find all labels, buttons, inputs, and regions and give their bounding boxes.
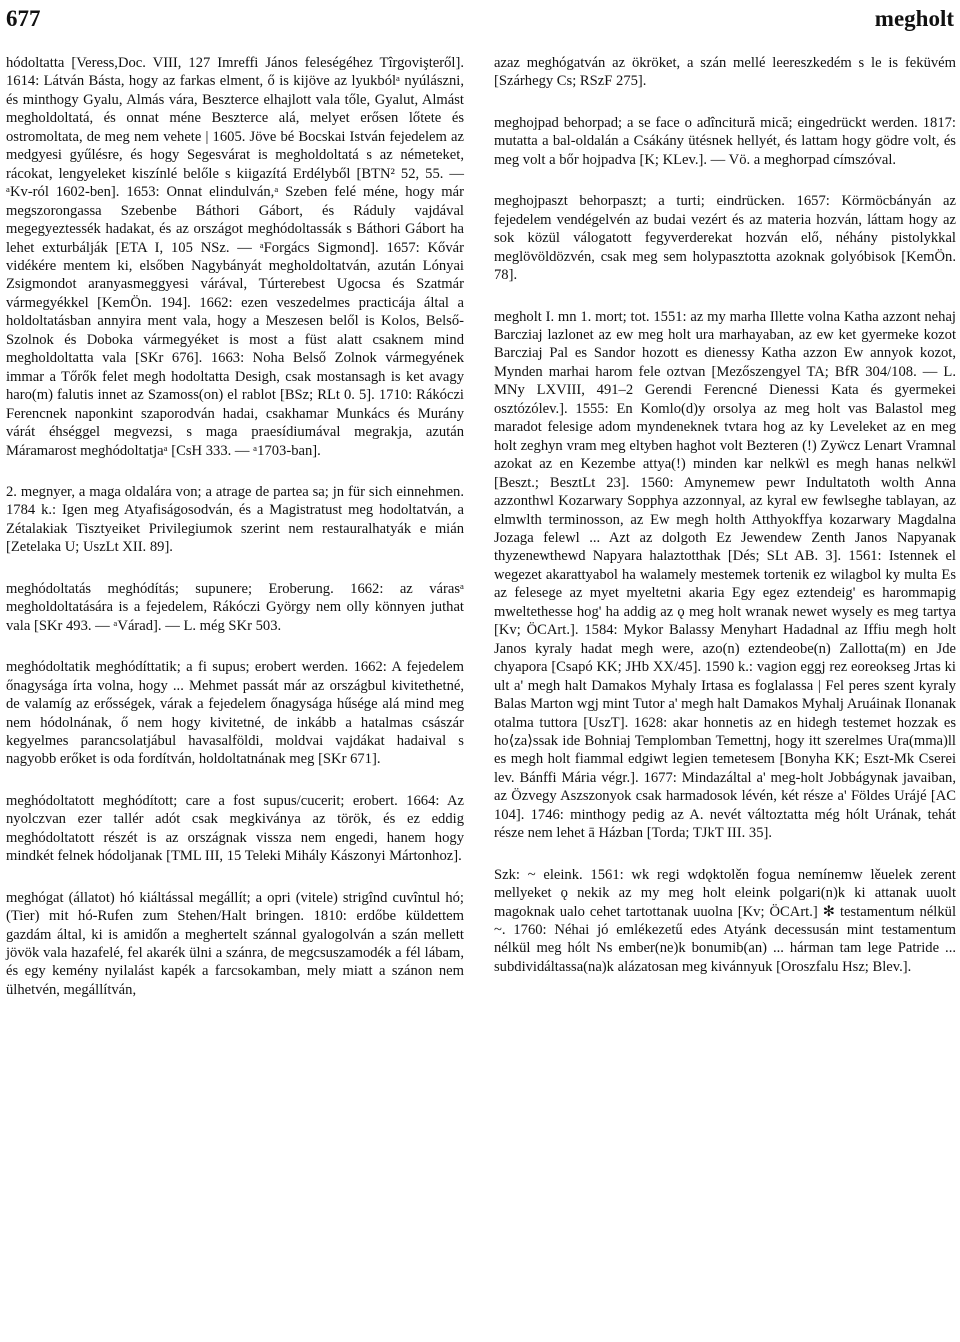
entry-text: meghojpad behorpad; a se face o adîncitură mică; eingedrückt werden. 1817: mutatta a bal-oldalán a Csákány ütésnek hellyét, és lattam hogy gödre volt, és meg volt a bőr hojpadva [K; KLev.]. — Vö. a meghorpad címszóval. [494, 114, 956, 168]
entry-text: meghódoltatott meghódított; care a fost supus/cucerit; erobert. 1664: Az nyolczvan ezer tallér adót csak megkiványa az török, és ez eddig meghódoltatott részét is az országnak vissza nem engedi, hanem hogy mindkét felnek hódoljanak [TML III, 15 Teleki Mihály Kászonyi Mártonhoz]. [6, 792, 464, 865]
entry [6, 792, 464, 866]
entry [6, 889, 464, 1000]
entry [6, 483, 464, 557]
entry-text: hódoltatta [Veress,Doc. VIII, 127 Imreffi János feleségéhez Tîrgovişteről]. 1614: Látván Básta, hogy az farkas elment, ő is kijöve az lyukbólᵃ nyúlászni, és minthogy Gyalu, Almás vára, Beszterce elhajlott vala tőle, Gyalut, Almást megholdoltatá, és onnat méne Beszterce alá, melyet erősen lőtete és ostromoltata, de meg nem vehete | 1605. Jöve bé Bocskai István fejedelem az medgyesi gyűlésre, és hogy Segesvárat is megholdoltatá s az németeket, rácokat, lengyeleket kiszínlé belőle s kiigazítá Erdélyből [BTN² 52, 55. — ᵃKv-ról 1602-ben]. 1653: Onnat elindulván,ᵃ Szeben felé méne, hogy már megszorongassa Szebenbe Báthori Gábort, és Ráduly vajdával megegyeztessék hadakat, és az országot meghódoltassák s Báthori Gábort ha lehet exturbálják [ETA I, 105 NSz. — ᵃForgács Sigmond]. 1657: Kővár vidékére mentem ki, elsőben Nagybányát megholdoltatván, azután Lónyai Zsigmondot aranyasmeggyesi várával, Túrterebest Ugocsa és Szatmár vármegyékkel [KemÖn. 194]. 1662: ezen veszedelmes practicája által a holdoltatásban annyira ment vala, hogy a Meszesen belől is Kolos, Belső-Szolnok és Doboka vármegyéket is most a füst alatt csaknem mind megholdoltatta vala [SKr 676]. 1663: Noha Belső Zolnok vármegyének immar a Tőrők felet megh hodoltatta Desigh, csak mostansagh is ket avagy haro(m) falutis innet az Szamoss(on) el rablot [BSz; RLt 0. 5]. 1710: Rákóczi Ferencnek naponkint szaporodván hadai, csakhamar Munkács és Murány várát éhséggel megvezsi, s maga praesídiumával megrakja, azután Máramarost meghódoltatjaᵃ [CsH 333. — ᵃ1703-ban]. [6, 55, 464, 459]
entry [6, 54, 464, 460]
entry-text: meghódoltatik meghódíttatik; a fi supus; erobert werden. 1662: A fejedelem őnagysága írta volna, hogy ... Mehmet passát már az országbul kivitethetné, de valamíg az erősségek, várak a fejedelem őnagysága hűsége alá mind meg nem hódolnának, ő nem hogy kivitetné, de inkább a hatalmas császár kegyelmes parancsolatjábul havasalföldi, moldvai vajdákat hadaival s nagyobb erőket is oda fordítván, holdoltatnának meg [SKr 671]. [6, 659, 464, 768]
page-number: 677 [6, 6, 41, 31]
entry [6, 658, 464, 769]
entry [494, 114, 956, 169]
entry-text: azaz meghógatván az ökröket, a szán mellé leereszkedém s le is feküvém [Szárhegy Cs; RSzF 275]. [494, 55, 956, 90]
entry [494, 866, 956, 977]
running-head: megholt [874, 6, 954, 31]
entry [6, 580, 464, 635]
entry [494, 308, 956, 843]
entry-text: meghojpaszt behorpaszt; a turti; eindrücken. 1657: Körmöcbányán az fejedelem vendégelvén az budai vezért és az materia hozván, láttam hogy az sok közül válogatott fegyverderekat hozván elő, néhány pistolykkal meglövöldözvén, csak meg sem holypasztotta azoknak golyóbisok [KemÖn. 78]. [494, 193, 956, 284]
entry-text: 2. megnyer, a maga oldalára von; a atrage de partea sa; jn für sich einnehmen. 1784 k.: Igen meg Atyafiságosodván, és a Magistratust meg hodoltatván, a Zétalakiak Tisztyeiket Privilegiumok szerint nem restauralhatyák e mián [Zetelaka U; UszLt XII. 89]. [6, 483, 464, 556]
entry [494, 192, 956, 284]
entry-text: megholt I. mn 1. mort; tot. 1551: az my marha Illette volna Katha azzont nehaj Barcziaj lazlonet az ew meg holt ura marhayaban, az ew ket gyermeke kozot Barcziaj Pal es Sandor hozott es dienessy Katha azzon Ew annyok kozot, Mynden marhai harom fele oztvan [Mezőszengyel TA; BfR 304/108. — L. MNy LXVIII, 491–2 Gerendi Ferencné Dienessi Kata és gyermekei osztózólev.]. 1555: En Komlo(d)y orsolya az meg holt vas Balastol meg maradot felesige adom myndeneknek tvtara hog az ky Leveleket az en meg holt zeghyn vram meg eltyben haghot volt Bezteren (!) Zyẅcz Lenart Vramnal azokat az en Kezembe attya(!) minden kar nelkẅl es megh hanas nelkẅl [Beszt.; BesztLt 23]. 1560: Amynemew pewr Indultatoth wolth Anna azzonthwl Kozarwary Sopphya azzonnyal, az kyral ew fewlseghe tablayan, az elmwlth terminosson, az Ew megh holth Atthyokffya kozarwary Magdalna Jozaga felewl ... Azt az dolgoth Ez Jewendew Zenth Janos Napyanak thyzenewthewd Napyara halaztotthak [Dés; SLt AB. 3]. 1561: Istennek el wegezet akarattyabol ha walamely mestemek tortenik ez wilagbol ky multa Es az felesege az myet myeltetni akaria Egy egez eztendeig' es harommapig mweltethesse hog' ha addig az ǫ meg holt wranak newet wysely es meg tartya [Kv; ÖCArt.]. 1584: Mykor Balassy Menyhart Hadadnal az Iffiu megh holt Janos kyraly hadat megh were, azo(n) eztendeobe(n) Zallotta(m) en Jde chyapora [Csapó KK; JHb XX/45]. 1590 k.: vagion eggj rez eoreokseg Jrtas ki ult a' megh halt Damakos Myhaly Irtasa es foglalassa | Fel peres szent kyraly Balas Marton wgj mint Tutor a' megh halt Damakos Myhalj Aruáinak Ilonanak otalma tuttora [UszT]. 1628: akar honnetis az en hidegh testemet hozzak es ho⟨za⟩ssak ide Bohniaj Templomban Temettnj, hogy itt szerelmes Ura(mma)ll es megh holt fiammal edgiwt legien temetesem [Bonyha KK; Eszt-Mk Cserei lev. Bánffi Mária végr.]. 1677: Mindazáltal a' meg-holt Jobbágynak javaiban, az Özvegy Aszszonyok csak harmadosok lévén, két része a' Földes Urájé [AC 104]. 1746: minthogy pedig az A. nevét változtatta még hólt Urának, tehát része nem lehet ā Házban [Torda; TJkT III. 35]. [494, 308, 956, 842]
page-header [6, 2, 954, 36]
entry-text: meghódoltatás meghódítás; supunere; Eroberung. 1662: az várasᵃ megholdoltatására is a fejedelem, Rákóczi György nem olly könnyen juthat vala [SKr 493. — ᵃVárad]. — L. még SKr 503. [6, 580, 464, 634]
entry-text: Szk: ~ eleink. 1561: wk regi wdǫktolěn fogua nemínemw lěuelek zerent mellyeket ǫ nekik az my meg holt eleink polgari(n)k ki attanak uuolt magoknak ualo cehet tartottanak uuolna [Kv; ÖCArt.] ✻ testamentum nélkül ~. 1760: Néhai jó emlékezetű edes Atyánk decessusán mint testamentum nélkül meg hólt Ns ember(ne)k bonumib(an) ... hárman tam lege Patride ... subdividáltassa(na)k alázatosan meg kivánnyuk [Oroszfalu Hsz; Blev.]. [494, 866, 956, 975]
entry-text: meghógat (állatot) hó kiáltással megállít; a opri (vitele) strigînd cuvîntul hó; (Tier) mit hó-Rufen zum Stehen/Halt bringen. 1810: erdőbe küldettem gazdám által, ki is amidőn a meghertelt szánnal gyalogolván a szán mellett jövök vala hazafelé, fel akarék ülni a szánra, de megcsuszamodék a fél lábam, és egy kemény nyilalást kapék a farcsokamban, mely miatt a szánon nem ülhetvén, megállítván, [6, 889, 464, 998]
left-column [6, 54, 464, 1022]
right-column [494, 54, 956, 999]
entry [494, 54, 956, 91]
